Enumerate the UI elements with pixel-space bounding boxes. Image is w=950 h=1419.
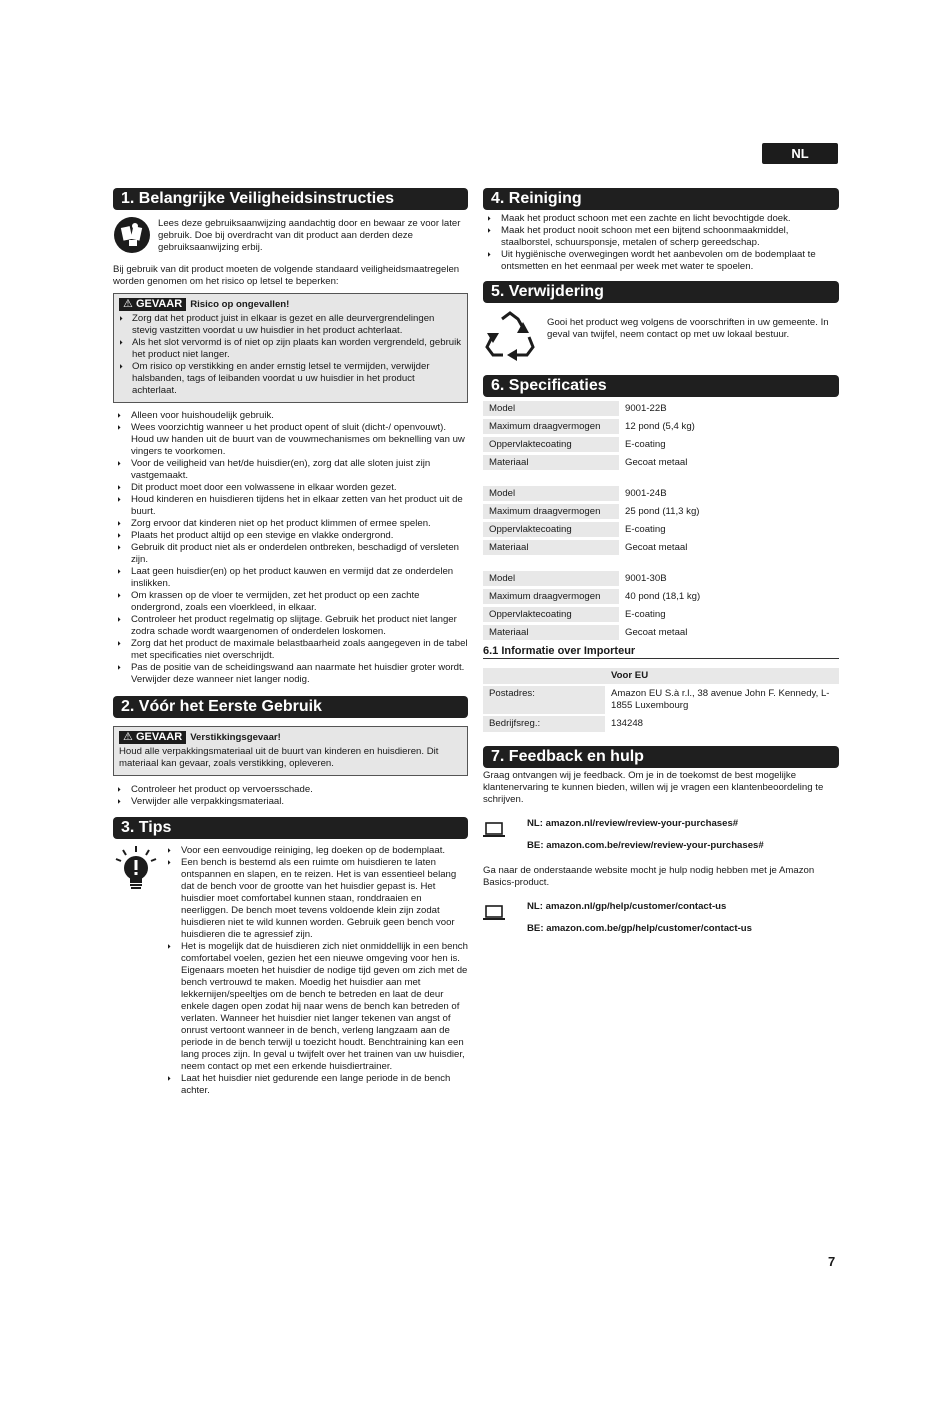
lightbulb-icon xyxy=(113,845,163,1097)
spec-key: Materiaal xyxy=(483,455,619,470)
right-column xyxy=(483,188,839,945)
list-item: ▶ Controleer het product op vervoersschade. xyxy=(113,784,468,796)
importer-header-blank xyxy=(483,668,605,684)
help-intro: Ga naar de onderstaande website mocht je hulp nodig hebben met je Amazon Basics-product. xyxy=(483,865,815,888)
spec-key: Model xyxy=(483,571,619,586)
review-links xyxy=(483,818,839,862)
list-item: ▶ Maak het product schoon met een zachte en licht bevochtigde doek. xyxy=(483,213,839,225)
importer-value: Amazon EU S.à r.l., 38 avenue John F. Kennedy, L-1855 Luxembourg xyxy=(605,686,839,714)
warning-item: ▶ Om risico op verstikking en ander ernstig letsel te vermijden, verwijder halsbanden, tags of leibanden voordat u uw huisdier in het product achterlaat. xyxy=(119,361,462,397)
warning-title: Risico op ongevallen! xyxy=(190,299,290,310)
table-row xyxy=(483,540,839,555)
list-item: ▶ Maak het product nooit schoon met een bijtend schoonmaakmiddel, staalborstel, schuursponsje, metalen of scherp gereedschap. xyxy=(483,225,839,249)
list-item: ▶ Het is mogelijk dat de huisdieren zich niet onmiddellijk in een bench comfortabel voelen, gezien het een nieuwe omgeving voor hen is. Eigenaars moeten het huisdier de nodige tijd geven om zich met de bench vertrouwd te maken. Moedig het huisdier aan met lekkernijen/speeltjes om de bench te betreden en laat de deur enkele dagen open zodat hij naar wens de bench kan betreden of verlaten. Wanneer het huisdier niet langer tekenen van angst of onrust vertoont wanneer in de bench, verleng langzaam aan de periode in de bench terwijl u toezicht houdt. Benchtraining kan een lang proces zijn. In geval u twijfelt over het trainen van uw huisdier, neem contact op met een erkende huisdiertrainer. xyxy=(163,941,468,1073)
importer-subtitle: 6.1 Informatie over Importeur xyxy=(483,645,839,659)
warning-title: Verstikkingsgevaar! xyxy=(190,732,281,743)
spec-key: Maximum draagvermogen xyxy=(483,504,619,519)
spec-key: Model xyxy=(483,401,619,416)
help-link-nl[interactable]: NL: amazon.nl/gp/help/customer/contact-us xyxy=(527,901,727,912)
warning-item: ▶ Als het slot vervormd is of niet op zijn plaats kan worden vergrendeld, gebruik het product niet langer. xyxy=(119,337,462,361)
help-links xyxy=(483,901,839,945)
spec-value: 9001-22B xyxy=(625,402,667,414)
spec-value: E-coating xyxy=(625,608,666,620)
list-item: ▶ Plaats het product altijd op een stevige en vlakke ondergrond. xyxy=(113,530,468,542)
safety-list xyxy=(113,410,468,686)
table-row xyxy=(483,522,839,537)
read-manual-text: Lees deze gebruiksaanwijzing aandachtig door en bewaar ze voor later gebruik. Doe bij overdracht van dit product aan derden deze gebruiksaanwijzing erbij. xyxy=(158,218,461,253)
spec-value: E-coating xyxy=(625,438,666,450)
language-tab: NL xyxy=(762,143,838,164)
list-item: ▶ Gebruik dit product niet als er onderdelen ontbreken, beschadigd of versleten zijn. xyxy=(113,542,468,566)
spec-value: 25 pond (11,3 kg) xyxy=(625,505,700,517)
table-row xyxy=(483,419,839,434)
warning-label-text: GEVAAR xyxy=(135,298,183,310)
list-item: ▶ Een bench is bestemd als een ruimte om huisdieren te laten ontspannen en slapen, en te reizen. Het is van essentieel belang dat de bench voor de grootte van het huisdier gepast is. Het huisdier moet comfortabel kunnen staan, ronddraaien en neerliggen. De bench moet tevens voldoende klein zijn zodat huisdieren niet te wild kunnen worden. Gebruik geen bench voor huisdieren die te agressief zijn. xyxy=(163,857,468,941)
help-link-be[interactable]: BE: amazon.com.be/gp/help/customer/contact-us xyxy=(527,923,752,934)
list-item: ▶ Uit hygiënische overwegingen wordt het aanbevolen om de bodemplaat te ontsmetten en het eenmaal per week met water te spoelen. xyxy=(483,249,839,273)
disposal-block xyxy=(483,309,839,365)
spec-value: 9001-30B xyxy=(625,572,667,584)
importer-table xyxy=(483,666,839,734)
table-row xyxy=(483,437,839,452)
warning-label xyxy=(119,731,186,744)
list-item: ▶ Laat het huisdier niet gedurende een lange periode in de bench achter. xyxy=(163,1073,468,1097)
disposal-text: Gooi het product weg volgens de voorschriften in uw gemeente. In geval van twijfel, neem contact op met uw lokaal bestuur. xyxy=(547,317,829,340)
section-3-title: 3. Tips xyxy=(113,817,468,839)
section-1-title: 1. Belangrijke Veiligheidsinstructies xyxy=(113,188,468,210)
spec-key: Model xyxy=(483,486,619,501)
spec-key: Materiaal xyxy=(483,540,619,555)
spec-table-30b xyxy=(483,568,839,643)
table-row xyxy=(483,716,839,732)
spec-key: Materiaal xyxy=(483,625,619,640)
list-item: ▶ Zorg ervoor dat kinderen niet op het product klimmen of ermee spelen. xyxy=(113,518,468,530)
spec-table-24b xyxy=(483,483,839,558)
read-manual-icon xyxy=(113,216,151,254)
list-item: ▶ Dit product moet door een volwassene in elkaar worden gezet. xyxy=(113,482,468,494)
list-item: ▶ Om krassen op de vloer te vermijden, zet het product op een zachte ondergrond, zoals een vloerkleed, in elkaar. xyxy=(113,590,468,614)
table-row xyxy=(483,589,839,604)
spec-key: Oppervlaktecoating xyxy=(483,437,619,452)
importer-key: Postadres: xyxy=(483,686,605,714)
table-row xyxy=(483,486,839,501)
warning-item: ▶ Zorg dat het product juist in elkaar is gezet en alle deurvergrendelingen stevig vastzitten voordat u uw huisdier in het product achterlaat. xyxy=(119,313,462,337)
section-2-title: 2. Vóór het Eerste Gebruik xyxy=(113,696,468,718)
warning-text: Houd alle verpakkingsmateriaal uit de buurt van kinderen en huisdieren. Dit materiaal kan gevaar, zoals verstikking, opleveren. xyxy=(119,746,439,769)
table-row xyxy=(483,504,839,519)
warning-triangle-icon: ⚠ xyxy=(123,298,133,310)
laptop-icon xyxy=(483,818,527,842)
list-item: ▶ Houd kinderen en huisdieren tijdens het in elkaar zetten van het product uit de buurt. xyxy=(113,494,468,518)
spec-value: E-coating xyxy=(625,523,666,535)
warning-label xyxy=(119,298,186,311)
list-item: ▶ Zorg dat het product de maximale belastbaarheid zoals aangegeven in de tabel met specificaties niet overschrijdt. xyxy=(113,638,468,662)
recycle-icon xyxy=(483,309,539,365)
spec-key: Maximum draagvermogen xyxy=(483,589,619,604)
table-row xyxy=(483,607,839,622)
tips-block xyxy=(113,845,468,1097)
table-row xyxy=(483,625,839,640)
tips-list xyxy=(163,845,468,1097)
table-row xyxy=(483,668,839,684)
read-manual-note xyxy=(113,216,468,254)
spec-value: 12 pond (5,4 kg) xyxy=(625,420,695,432)
warning-label-text: GEVAAR xyxy=(135,731,183,743)
review-link-nl[interactable]: NL: amazon.nl/review/review-your-purchases# xyxy=(527,818,739,829)
list-item: ▶ Voor de veiligheid van het/de huisdier(en), zorg dat alle sloten juist zijn vastgemaakt. xyxy=(113,458,468,482)
importer-header: Voor EU xyxy=(605,668,839,684)
cleaning-list xyxy=(483,213,839,273)
list-item: ▶ Pas de positie van de scheidingswand aan naarmate het huisdier groter wordt. Verwijder deze wanneer niet langer nodig. xyxy=(113,662,468,686)
importer-value: 134248 xyxy=(605,716,839,732)
list-item: ▶ Verwijder alle verpakkingsmateriaal. xyxy=(113,796,468,808)
warning-box-suffocation xyxy=(113,726,468,776)
table-row xyxy=(483,571,839,586)
feedback-intro: Graag ontvangen wij je feedback. Om je in de toekomst de best mogelijke klantenervaring te kunnen bieden, willen wij je vragen een klantenbeoordeling te schrijven. xyxy=(483,770,824,805)
list-item: ▶ Wees voorzichtig wanneer u het product opent of sluit (dicht-/ openvouwt). Houd uw handen uit de buurt van de vouwmechanismes om beknelling van uw vingers te voorkomen. xyxy=(113,422,468,458)
section-4-title: 4. Reiniging xyxy=(483,188,839,210)
first-use-list xyxy=(113,784,468,808)
table-row xyxy=(483,686,839,714)
spec-value: Gecoat metaal xyxy=(625,626,688,638)
importer-key: Bedrijfsreg.: xyxy=(483,716,605,732)
section-5-title: 5. Verwijdering xyxy=(483,281,839,303)
safety-intro: Bij gebruik van dit product moeten de volgende standaard veiligheidsmaatregelen worden genomen om het risico op letsel te beperken: xyxy=(113,264,460,287)
laptop-icon xyxy=(483,901,527,925)
list-item: ▶ Laat geen huisdier(en) op het product kauwen en vermijd dat ze onderdelen inslikken. xyxy=(113,566,468,590)
warning-triangle-icon: ⚠ xyxy=(123,731,133,743)
spec-table-22b xyxy=(483,398,839,473)
spec-key: Oppervlaktecoating xyxy=(483,522,619,537)
list-item: ▶ Alleen voor huishoudelijk gebruik. xyxy=(113,410,468,422)
spec-key: Maximum draagvermogen xyxy=(483,419,619,434)
spec-value: Gecoat metaal xyxy=(625,456,688,468)
spec-value: 9001-24B xyxy=(625,487,667,499)
warning-box-accident xyxy=(113,293,468,403)
spec-key: Oppervlaktecoating xyxy=(483,607,619,622)
spec-value: Gecoat metaal xyxy=(625,541,688,553)
list-item: ▶ Controleer het product regelmatig op slijtage. Gebruik het product niet langer zodra schade wordt waargenomen of onderdelen loskomen. xyxy=(113,614,468,638)
section-6-title: 6. Specificaties xyxy=(483,375,839,397)
spec-value: 40 pond (18,1 kg) xyxy=(625,590,701,602)
table-row xyxy=(483,401,839,416)
table-row xyxy=(483,455,839,470)
left-column xyxy=(113,188,468,1097)
page-number: 7 xyxy=(828,1254,836,1269)
section-7-title: 7. Feedback en hulp xyxy=(483,746,839,768)
review-link-be[interactable]: BE: amazon.com.be/review/review-your-purchases# xyxy=(527,840,764,851)
list-item: ▶ Voor een eenvoudige reiniging, leg doeken op de bodemplaat. xyxy=(163,845,468,857)
